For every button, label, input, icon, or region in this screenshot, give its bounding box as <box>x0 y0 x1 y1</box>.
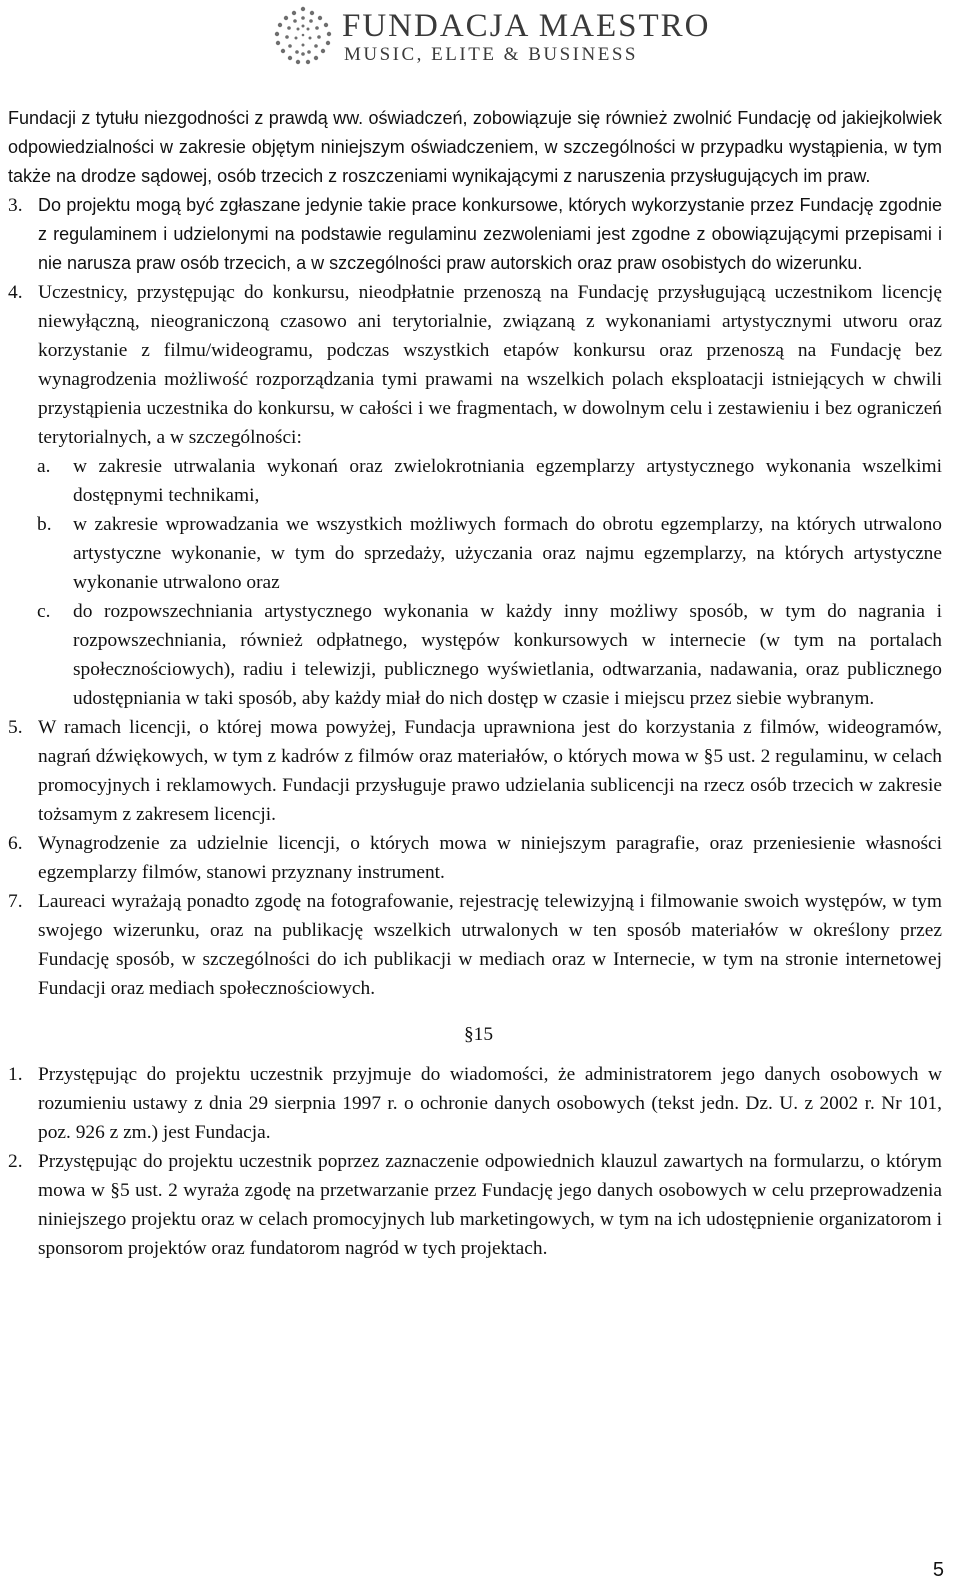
clause-number: 3. <box>8 195 23 216</box>
clause-text: Przystępując do projektu uczestnik przyjmuje do wiadomości, że administratorem jego danych osobowych w rozumieniu ustawy z dnia 29 sierpnia 1997 r. o ochronie danych osobowych (tekst jedn. Dz. U. z 2002 r. Nr 101, poz. 926 z zm.) jest Fundacja. <box>38 1064 942 1143</box>
clause-text: Laureaci wyrażają ponadto zgodę na fotografowanie, rejestrację telewizyjną i filmowanie swoich występów, w tym swojego wizerunku, oraz na publikację wszelkich utrwalonych w ten sposób materiałów w określony przez Fundację sposób, w szczególności do ich publikacji w mediach oraz w Internecie, w tym na stronie internetowej Fundacji oraz mediach społecznościowych. <box>38 891 942 999</box>
clause-7 <box>8 887 942 1003</box>
clause-5 <box>8 713 942 829</box>
subclause-text: do rozpowszechniania artystycznego wykonania w każdy inny możliwy sposób, w tym do nagrania i rozpowszechniania, również odpłatnego, występów konkursowych w internecie (w tym na portalach społecznościowych), radiu i telewizji, publicznego wyświetlania, odtwarzania, nadawania, oraz publicznego udostępniania w taki sposób, aby każdy miał do nich dostęp w czasie i miejscu przez siebie wybranym. <box>73 601 942 709</box>
clause-text: Przystępując do projektu uczestnik poprzez zaznaczenie odpowiednich klauzul zawartych na formularzu, o którym mowa w §5 ust. 2 wyraża zgodę na przetwarzanie przez Fundację jego danych osobowych w celu przeprowadzenia niniejszego projektu oraz w celach promocyjnych lub marketingowych, w tym na ich udostępnienie organizatorom i sponsorom projektów oraz fundatorom nagród w tych projektach. <box>38 1151 942 1259</box>
logo-title: FUNDACJA MAESTRO <box>342 8 711 44</box>
clause-number: 6. <box>8 833 23 854</box>
clause-6 <box>8 829 942 887</box>
hexagon-dots-logo-icon <box>272 4 334 68</box>
clause-3 <box>8 191 942 278</box>
logo-subtitle: MUSIC, ELITE & BUSINESS <box>344 44 638 65</box>
clause-number: 1. <box>8 1064 23 1085</box>
subclause-letter: c. <box>37 601 51 622</box>
clause-text: Do projektu mogą być zgłaszane jedynie takie prace konkursowe, których wykorzystanie przez Fundację zgodnie z regulaminem i udzielonymi na podstawie regulaminu zezwoleniami jest zgodne z obowiązującymi przepisami i nie narusza praw osób trzecich, a w szczególności praw autorskich oraz praw osobistych do wizerunku. <box>38 195 942 273</box>
clause-number: 7. <box>8 891 23 912</box>
subclause-b <box>8 510 942 597</box>
subclause-text: w zakresie utrwalania wykonań oraz zwielokrotniania egzemplarzy artystycznego wykonania wszelkimi dostępnymi technikami, <box>73 456 942 506</box>
clause-number: 2. <box>8 1151 23 1172</box>
section-heading: §15 <box>463 1024 494 1045</box>
subclause-letter: b. <box>37 514 52 535</box>
clause-text: W ramach licencji, o której mowa powyżej, Fundacja uprawniona jest do korzystania z filmów, wideogramów, nagrań dźwiękowych, w tym z kadrów z filmów oraz materiałów, o których mowa w §5 ust. 2 regulaminu, w celach promocyjnych i reklamowych. Fundacji przysługuje prawo udzielania sublicencji na rzecz osób trzecich w zakresie tożsamym z zakresem licencji. <box>38 717 942 825</box>
subclause-text: w zakresie wprowadzania we wszystkich możliwych formach do obrotu egzemplarzy, na których utrwalono artystyczne wykonanie, w tym do sprzedaży, użyczania oraz najmu egzemplarzy, na których artystyczne wykonanie utrwalono oraz <box>73 514 942 593</box>
subclause-letter: a. <box>37 456 51 477</box>
foundation-logo <box>272 4 711 74</box>
document-body <box>8 104 942 1263</box>
clause-number: 4. <box>8 282 23 303</box>
continuation-paragraph: Fundacji z tytułu niezgodności z prawdą ww. oświadczeń, zobowiązuje się również zwolnić Fundację od jakiejkolwiek odpowiedzialności w zakresie objętym niniejszym oświadczeniem, w szczególności w przypadku wystąpienia, w tym także na drodze sądowej, osób trzecich z roszczeniami wynikającymi z naruszenia przysługujących im praw. <box>8 108 942 186</box>
page-number: 5 <box>932 1559 944 1581</box>
subclause-c <box>8 597 942 713</box>
subclause-a <box>8 452 942 510</box>
clause-text: Uczestnicy, przystępując do konkursu, nieodpłatnie przenoszą na Fundację przysługującą uczestnikom licencję niewyłączną, nieograniczoną czasowo ani terytorialnie, związaną z wykonaniami artystycznymi utworu oraz korzystanie z filmu/wideogramu, podczas wszystkich etapów konkursu oraz przenoszą na Fundację bez wynagrodzenia możliwość rozporządzania tymi prawami na wszelkich polach eksploatacji istniejących w chwili przystąpienia uczestnika do konkursu, w całości i we fragmentach, w dowolnym celu i zestawieniu i bez ograniczeń terytorialnych, a w szczególności: <box>38 282 942 448</box>
section-clause-2 <box>8 1147 942 1263</box>
clause-number: 5. <box>8 717 23 738</box>
clause-4 <box>8 278 942 452</box>
clause-text: Wynagrodzenie za udzielnie licencji, o których mowa w niniejszym paragrafie, oraz przeniesienie własności egzemplarzy filmów, stanowi przyznany instrument. <box>38 833 942 883</box>
section-clause-1 <box>8 1060 942 1147</box>
